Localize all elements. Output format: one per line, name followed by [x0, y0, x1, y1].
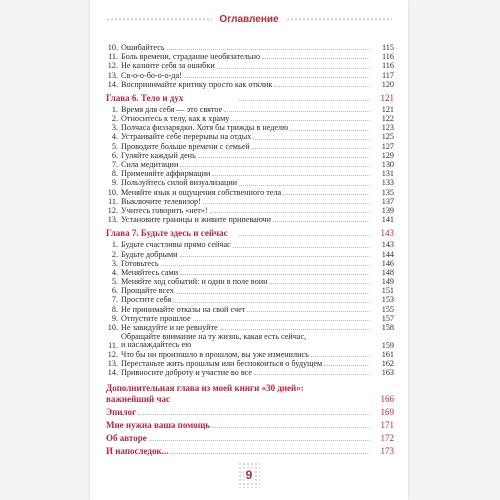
entry-title: Полчаса физзарядки. Хотя бы трижды в неделю: [121, 123, 289, 133]
entry-number: 14.: [107, 79, 118, 89]
extra-chapter-page: 166: [380, 394, 394, 405]
dot-leader: [180, 273, 370, 275]
entry-page: 149: [381, 277, 394, 287]
toc-entry: [106, 151, 394, 160]
toc-entry: [106, 43, 394, 52]
entry-title: Гуляйте каждый день: [121, 150, 196, 160]
toc-entry: [106, 71, 394, 80]
toc-entry: [106, 105, 394, 114]
toc-entry-multiline: [106, 332, 394, 350]
book-page: [90, 0, 408, 500]
chapter-6-heading: [106, 93, 394, 103]
dot-leader: [231, 119, 370, 121]
entry-page: 146: [381, 258, 394, 268]
toc-entry: [106, 368, 394, 377]
entry-title: Эпилог: [106, 407, 137, 418]
entry-page: 159: [381, 340, 394, 350]
entry-title: Сила медитации: [121, 160, 179, 170]
entry-number: 4.: [111, 132, 118, 142]
entry-page: 131: [381, 169, 394, 179]
entry-page: 144: [381, 249, 394, 259]
entry-title: Отпустите прошлое: [121, 313, 191, 323]
entry-number: 3.: [111, 258, 118, 268]
entry-page: 169: [380, 407, 394, 418]
toc-entry: [106, 250, 394, 259]
entry-title: Воспринимайте критику просто как отклик: [121, 79, 273, 89]
dot-leader: [180, 255, 370, 257]
entry-number: 7.: [111, 160, 118, 170]
toc-entry: [106, 206, 394, 215]
dot-leader: [274, 85, 370, 87]
entry-title: Прощайте всех: [121, 286, 174, 296]
entry-title: Установите границы и живите припеваючи: [121, 215, 272, 225]
toc-entry: [106, 133, 394, 142]
dot-leader: [224, 110, 370, 112]
entry-number: 8.: [111, 169, 118, 179]
dot-leader: [269, 282, 370, 284]
dot-leader: [311, 355, 370, 357]
entry-title: Ошибайтесь: [121, 42, 165, 52]
entry-title: Меняйте ход событий: и один в поле воин: [121, 277, 268, 287]
page-footer: [90, 462, 408, 488]
dot-leader: [212, 174, 370, 176]
dot-leader: [138, 413, 370, 415]
entry-number: 8.: [111, 304, 118, 314]
extra-chapter-entry: [106, 383, 394, 404]
dot-leader: [161, 264, 370, 266]
entry-page: 123: [381, 123, 394, 133]
chapter-title: Глава 7. Будьте здесь и сейчас: [106, 228, 228, 239]
toc-entry: [106, 188, 394, 197]
toc-title: Оглавление: [219, 13, 279, 25]
entry-title: Устраивайте себе перерывы на отдых: [121, 132, 252, 142]
toc-entry: [106, 296, 394, 305]
dot-leader: [290, 129, 370, 131]
toc-entry: [106, 268, 394, 277]
entry-number: 5.: [111, 141, 118, 151]
entry-title: Будьте добрыми: [121, 249, 178, 259]
entry-page: 155: [381, 304, 394, 314]
dot-leader: [167, 48, 370, 50]
toc-entry: [106, 277, 394, 286]
dot-leader: [239, 184, 370, 186]
entry-title: Выключите телевизор!: [121, 196, 201, 206]
entry-page: 125: [381, 132, 394, 142]
dot-leader: [324, 364, 370, 366]
toc-entry: [106, 323, 394, 332]
entry-page: 137: [381, 196, 394, 206]
dot-leader: [170, 452, 370, 454]
entry-number: 12.: [107, 61, 118, 71]
dot-leader: [220, 328, 370, 330]
entry-page: 122: [381, 114, 394, 124]
entry-page: 158: [381, 323, 394, 333]
toc-entry: [106, 142, 394, 151]
entry-number: 1.: [111, 104, 118, 114]
entry-page: 133: [381, 178, 394, 188]
toc-entry: [106, 215, 394, 224]
toc-entry: [106, 169, 394, 178]
toc-group-1: [106, 43, 394, 89]
toc-entry: [106, 359, 394, 368]
entry-title: Боль времени, страдание необязательно: [121, 52, 261, 62]
entry-page: 162: [381, 358, 394, 368]
entry-page: 153: [381, 295, 394, 305]
entry-title: Св-о-о-бо-о-о-да!: [121, 70, 182, 80]
entry-number: 11.: [108, 340, 118, 350]
entry-page: 116: [382, 61, 394, 71]
table-of-contents: [106, 43, 394, 456]
toc-entry: [106, 240, 394, 249]
toc-entry: [106, 178, 394, 187]
page-number: 9: [245, 468, 253, 482]
entry-number: 12.: [107, 205, 118, 215]
dot-leader: [184, 76, 370, 78]
entry-page: 117: [382, 70, 394, 80]
extra-chapter-title: [106, 383, 372, 404]
toc-entry: [106, 80, 394, 89]
dot-leader: [217, 67, 370, 69]
chapter-page: 121: [380, 92, 394, 103]
entry-number: 6.: [111, 286, 118, 296]
entry-title: Пользуйтесь силой визуализации: [121, 178, 238, 188]
dot-leader: [210, 211, 370, 213]
entry-title: Учитесь говорить «нет»!: [121, 205, 208, 215]
entry-title: Простите себя: [121, 295, 172, 305]
dot-leader: [247, 310, 370, 312]
entry-number: 10.: [107, 323, 118, 333]
extra-title-line-1: Дополнительная глава из моей книги «30 дней»:: [106, 383, 304, 394]
entry-title: [121, 333, 372, 350]
extra-title-line-2: важнейший час: [106, 393, 171, 404]
dot-leader: [233, 246, 370, 248]
entry-number: 14.: [107, 368, 118, 378]
entry-page: 157: [381, 313, 394, 323]
entry-page: 161: [381, 349, 394, 359]
closing-section-entry: [106, 420, 394, 430]
entry-number: 2.: [111, 114, 118, 124]
entry-title: Не завидуйте и не ревнуйте: [121, 323, 218, 333]
entry-title: Меняйтесь сами: [121, 267, 179, 277]
dotted-page-marker: [238, 462, 260, 488]
entry-title: Будьте счастливы прямо сейчас: [121, 240, 231, 250]
closing-section-entry: [106, 446, 394, 456]
entry-number: 5.: [111, 277, 118, 287]
dot-leader: [149, 439, 370, 441]
toc-entry: [106, 197, 394, 206]
toc-group-4: [106, 350, 394, 378]
dotted-rule-right: [286, 17, 392, 22]
dot-leader: [203, 202, 370, 204]
entry-page: 129: [381, 150, 394, 160]
entry-title: Не казните себя за ошибки: [121, 61, 215, 71]
chapter-7-heading: [106, 228, 394, 238]
entry-title-line-2: и наслаждайтесь ею: [121, 340, 192, 350]
entry-title: Меняйте язык и ощущения собственного тела: [121, 187, 282, 197]
entry-title: Время для себя — это святое: [121, 104, 223, 114]
dot-leader: [180, 165, 370, 167]
entry-number: 11.: [108, 52, 118, 62]
dot-leader: [212, 426, 370, 428]
dot-leader: [262, 57, 370, 59]
dot-leader: [193, 319, 370, 321]
entry-title: Не принимайте отказы на свой счет: [121, 304, 246, 314]
toc-entry: [106, 259, 394, 268]
dot-leader: [239, 234, 370, 236]
entry-title: Проводите больше времени с семьей: [121, 141, 250, 151]
closing-section-entry: [106, 407, 394, 417]
entry-number: 13.: [107, 215, 118, 225]
entry-number: 4.: [111, 267, 118, 277]
entry-title: Относитесь к телу, как к храму: [121, 114, 230, 124]
entry-number: 13.: [107, 358, 118, 368]
entry-number: 9.: [111, 313, 118, 323]
entry-page: 115: [382, 42, 394, 52]
entry-title: Привносите доброту и участие во все: [121, 368, 253, 378]
dot-leader: [176, 292, 370, 294]
entry-page: 130: [381, 160, 394, 170]
entry-number: 3.: [111, 123, 118, 133]
entry-number: 6.: [111, 150, 118, 160]
entry-page: 173: [380, 446, 394, 457]
toc-entry: [106, 52, 394, 61]
entry-title: Об авторе: [106, 433, 147, 444]
dot-leader: [239, 99, 370, 101]
entry-title: Перестаньте жить прошлым или беспокоиться о будущем: [121, 358, 323, 368]
dotted-rule-left: [106, 17, 212, 22]
dot-leader: [254, 373, 370, 375]
entry-number: 11.: [108, 196, 118, 206]
dot-leader: [198, 156, 370, 158]
entry-title-line-1: Обращайте внимание на ту жизнь, какая есть сейчас,: [121, 332, 307, 341]
entry-page: 171: [380, 420, 394, 431]
toc-entry: [106, 61, 394, 70]
entry-page: 121: [381, 104, 394, 114]
toc-group-2: [106, 105, 394, 224]
entry-page: 163: [381, 368, 394, 378]
entry-page: 148: [381, 267, 394, 277]
entry-number: 10.: [107, 42, 118, 52]
toc-entry: [106, 114, 394, 123]
entry-number: 1.: [111, 240, 118, 250]
toc-entry: [106, 314, 394, 323]
entry-title: Мне нужна ваша помощь: [106, 420, 211, 431]
entry-number: 13.: [107, 70, 118, 80]
toc-entry: [106, 123, 394, 132]
dot-leader: [283, 193, 370, 195]
entry-title: И напоследок...: [106, 446, 169, 457]
entry-number: 10.: [107, 187, 118, 197]
entry-number: 12.: [107, 349, 118, 359]
entry-page: 143: [381, 240, 394, 250]
entry-page: 127: [381, 141, 394, 151]
toc-entry: [106, 305, 394, 314]
toc-entry: [106, 286, 394, 295]
entry-number: 2.: [111, 249, 118, 259]
entry-title: Применяйте аффирмации: [121, 169, 211, 179]
entry-page: 116: [382, 52, 394, 62]
chapter-title: Глава 6. Тело и дух: [106, 92, 184, 103]
closing-sections: [106, 407, 394, 456]
chapter-page: 143: [380, 228, 394, 239]
entry-page: 151: [381, 286, 394, 296]
entry-number: 9.: [111, 178, 118, 188]
toc-header: [106, 10, 392, 28]
dot-leader: [273, 220, 370, 222]
entry-page: 135: [381, 187, 394, 197]
entry-page: 141: [381, 215, 394, 225]
closing-section-entry: [106, 433, 394, 443]
toc-entry: [106, 160, 394, 169]
entry-page: 139: [381, 205, 394, 215]
dot-leader: [173, 301, 370, 303]
entry-page: 172: [380, 433, 394, 444]
entry-title: Что бы ни произошло в прошлом, вы уже изменились: [121, 349, 309, 359]
dot-leader: [252, 147, 370, 149]
entry-page: 120: [381, 79, 394, 89]
entry-title: Готовьтесь: [121, 258, 159, 268]
toc-group-3: [106, 240, 394, 332]
toc-entry: [106, 350, 394, 359]
dot-leader: [253, 138, 370, 140]
entry-number: 7.: [111, 295, 118, 305]
